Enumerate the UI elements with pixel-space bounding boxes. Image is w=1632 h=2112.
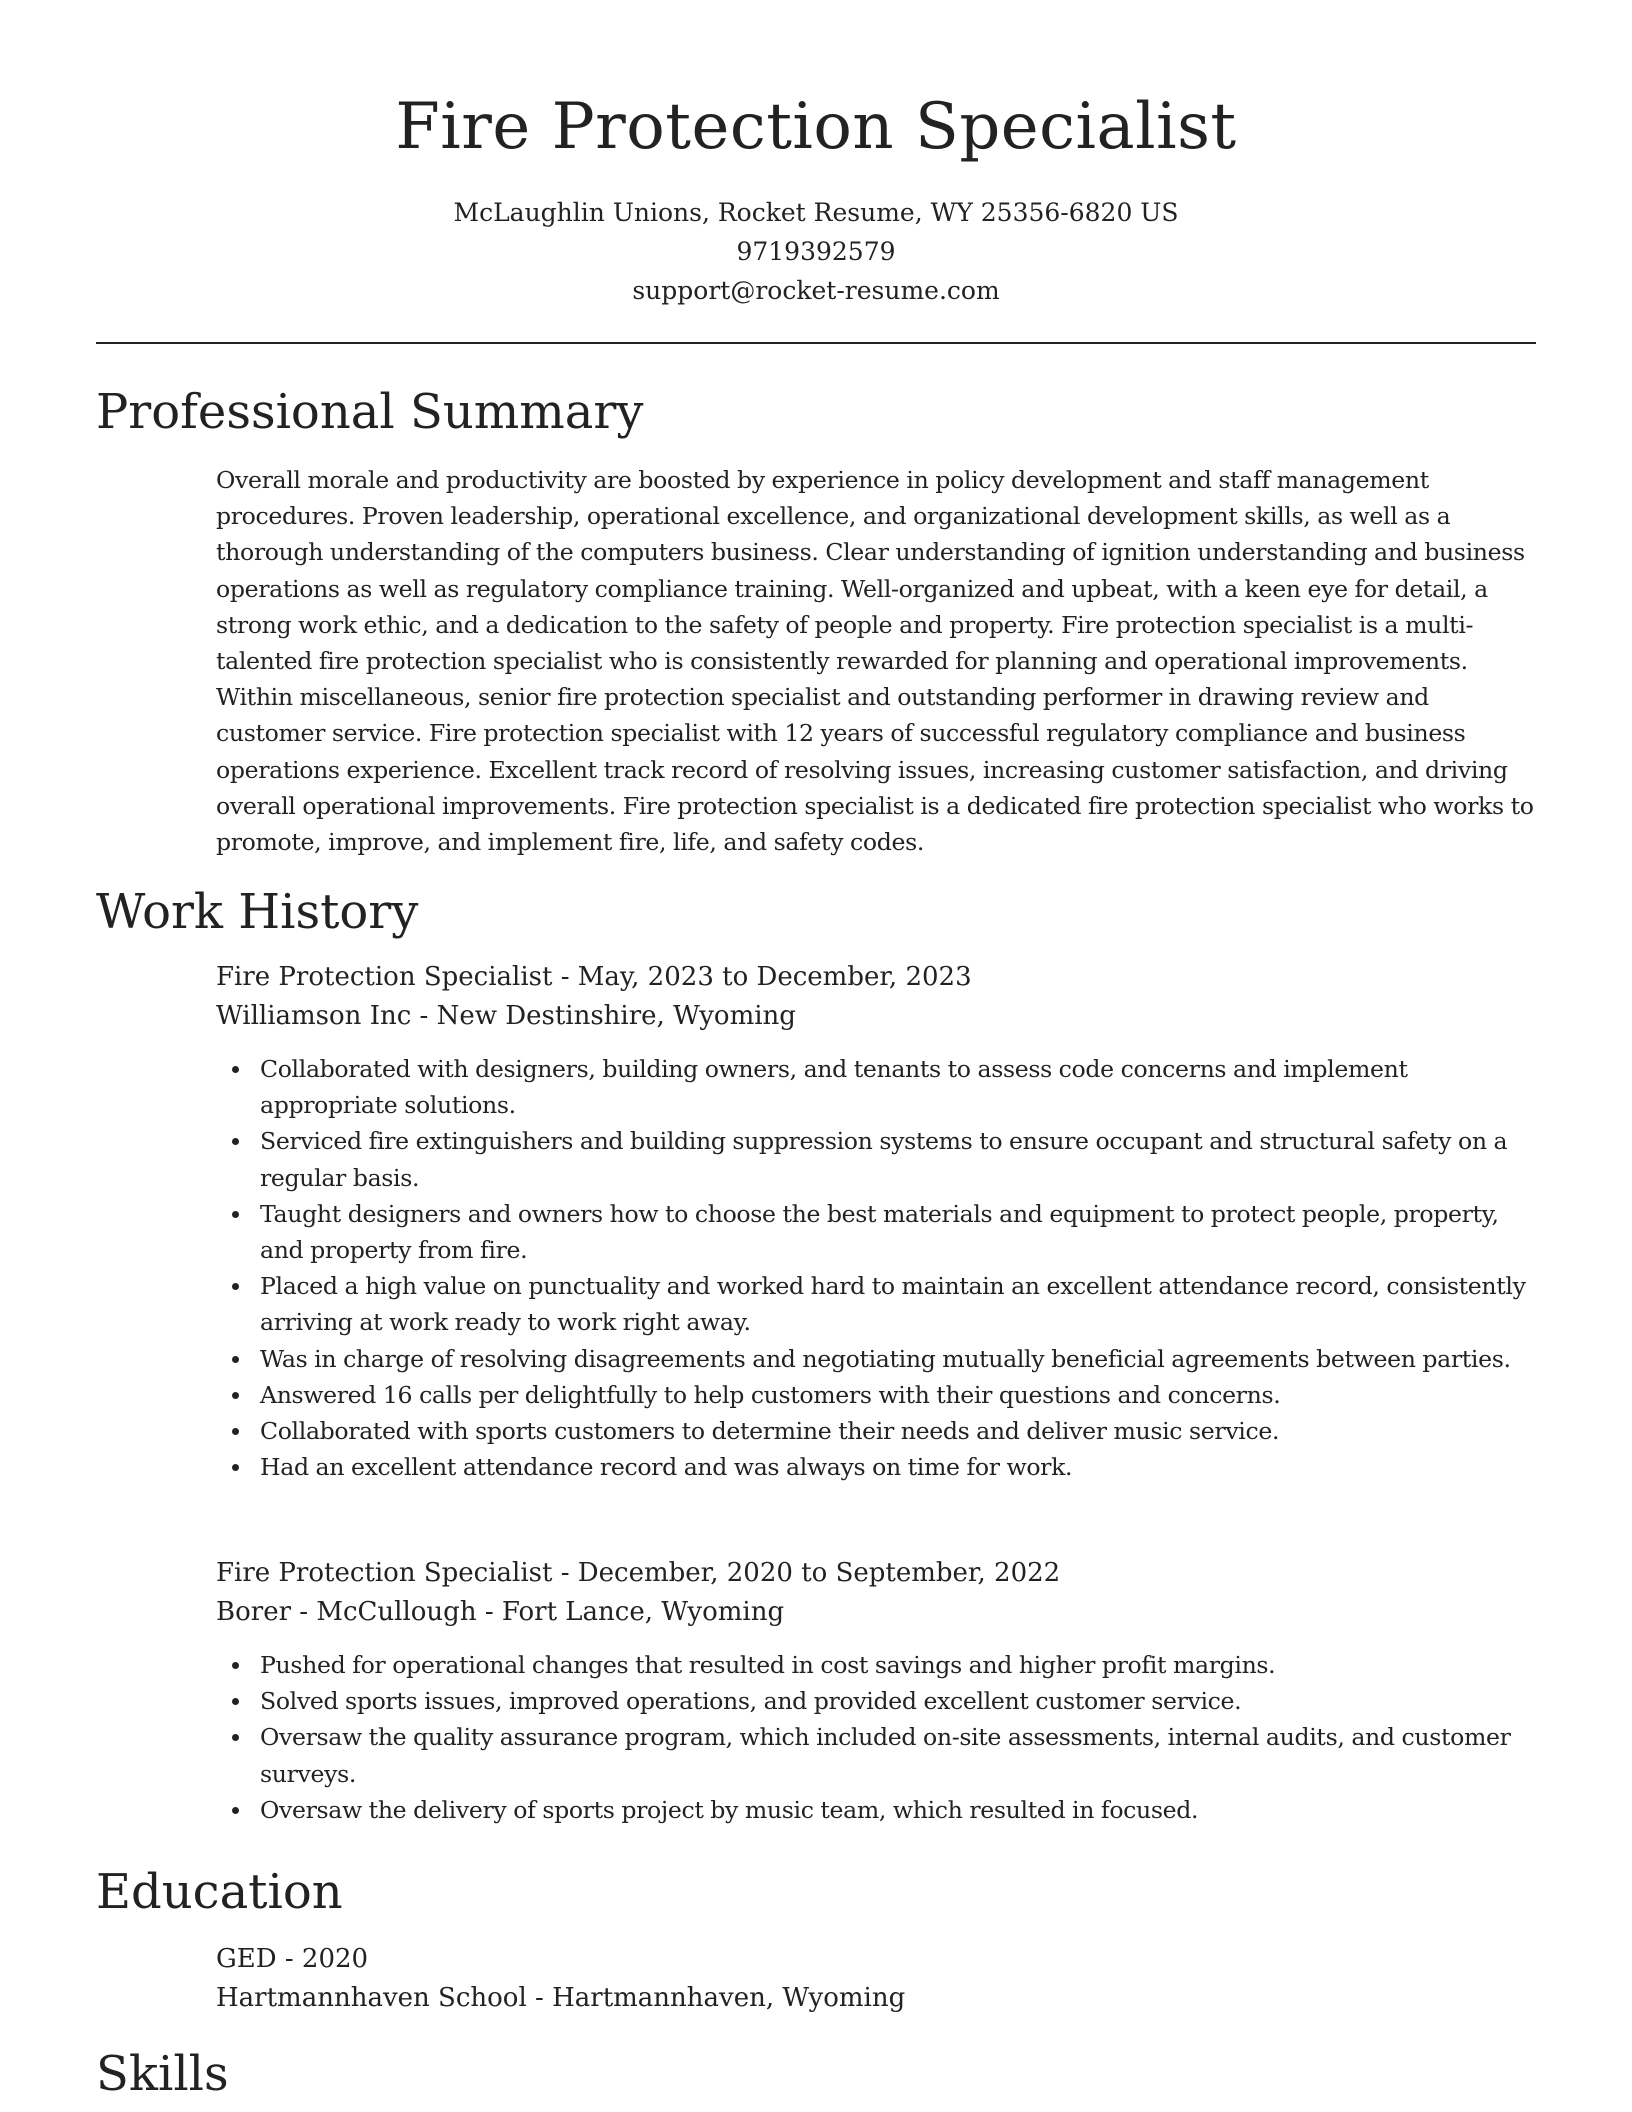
job-bullet bbox=[216, 1647, 1540, 1683]
education-year: - 2020 bbox=[276, 1944, 369, 1974]
bullet-dot-icon bbox=[232, 1356, 239, 1363]
education-school: Hartmannhaven School bbox=[216, 1983, 527, 2013]
bullet-dot-icon bbox=[232, 1283, 239, 1290]
job-bullet bbox=[216, 1341, 1540, 1377]
job-company-line bbox=[216, 1593, 1540, 1632]
job-bullet-text: Had an excellent attendance record and was always on time for work. bbox=[260, 1453, 1073, 1482]
education-degree-line bbox=[216, 1940, 1540, 1979]
job-title: Fire Protection Specialist bbox=[216, 962, 553, 992]
bullet-dot-icon bbox=[232, 1066, 239, 1073]
section-title-work-history: Work History bbox=[96, 884, 419, 940]
job-company-line bbox=[216, 997, 1540, 1036]
bullet-dot-icon bbox=[232, 1698, 239, 1705]
job-location: - Fort Lance, Wyoming bbox=[476, 1597, 785, 1627]
education-school-line bbox=[216, 1979, 1540, 2018]
job-bullet bbox=[216, 1268, 1540, 1340]
job-bullet-text: Serviced fire extinguishers and building suppression systems to ensure occupant and structural safety on a regular basis. bbox=[260, 1127, 1508, 1192]
education-location: - Hartmannhaven, Wyoming bbox=[526, 1983, 906, 2013]
job-dates: - December, 2020 to September, 2022 bbox=[552, 1558, 1061, 1588]
job-bullet-text: Oversaw the quality assurance program, which included on-site assessments, internal audits, and customer surveys. bbox=[260, 1723, 1511, 1788]
contact-phone: 9719392579 bbox=[736, 237, 896, 266]
job-title: Fire Protection Specialist bbox=[216, 1558, 553, 1588]
section-title-education: Education bbox=[96, 1864, 343, 1920]
job-bullet-text: Collaborated with sports customers to determine their needs and deliver music service. bbox=[260, 1417, 1280, 1446]
contact-block bbox=[0, 193, 1632, 310]
job-bullet bbox=[216, 1683, 1540, 1719]
job-bullet bbox=[216, 1413, 1540, 1449]
job-bullet-text: Pushed for operational changes that resulted in cost savings and higher profit margins. bbox=[260, 1651, 1276, 1679]
bullet-dot-icon bbox=[232, 1138, 239, 1145]
job-bullet-text: Taught designers and owners how to choose the best materials and equipment to protect people, property, and property from fire. bbox=[260, 1199, 1499, 1265]
job-bullet-text: Placed a high value on punctuality and worked hard to maintain an excellent attendance record, consistently arriving at work ready to work right away. bbox=[260, 1272, 1526, 1337]
summary-paragraph: Overall morale and productivity are boosted by experience in policy development and staff management procedures. Proven leadership, operational excellence, and organizational development skills, as well as a thorough understanding of the computers business. Clear understanding of ignition understanding and business operations as well as regulatory compliance training. Well-organized and upbeat, with a keen eye for detail, a strong work ethic, and a dedication to the safety of people and property. Fire protection specialist is a multi-talented fire protection specialist who is consistently rewarded for planning and operational improvements. Within miscellaneous, senior fire protection specialist and outstanding performer in drawing review and customer service. Fire protection specialist with 12 years of successful regulatory compliance and business operations experience. Excellent track record of resolving issues, increasing customer satisfaction, and driving overall operational improvements. Fire protection specialist is a dedicated fire protection specialist who works to promote, improve, and implement fire, life, and safety codes. bbox=[216, 466, 1534, 857]
bullet-dot-icon bbox=[232, 1464, 239, 1471]
job-bullet bbox=[216, 1051, 1540, 1123]
job-bullet bbox=[216, 1196, 1540, 1268]
education-degree: GED bbox=[216, 1944, 277, 1974]
job-bullet-text: Collaborated with designers, building owners, and tenants to assess code concerns and implement appropriate solutions. bbox=[260, 1055, 1408, 1120]
job-dates: - May, 2023 to December, 2023 bbox=[552, 962, 972, 992]
contact-address: McLaughlin Unions, Rocket Resume, WY 25356-6820 US bbox=[453, 198, 1179, 227]
job-bullet bbox=[216, 1123, 1540, 1195]
section-title-skills: Skills bbox=[96, 2046, 229, 2102]
bullet-dot-icon bbox=[232, 1807, 239, 1814]
job-title-line bbox=[216, 1554, 1540, 1593]
bullet-dot-icon bbox=[232, 1662, 239, 1669]
job-bullet-text: Solved sports issues, improved operations, and provided excellent customer service. bbox=[260, 1687, 1242, 1716]
contact-email: support@rocket-resume.com bbox=[632, 276, 1000, 305]
job-bullet-list bbox=[216, 1051, 1540, 1485]
job-location: - New Destinshire, Wyoming bbox=[411, 1001, 796, 1031]
resume-name-heading: Fire Protection Specialist bbox=[395, 90, 1237, 164]
header-divider bbox=[96, 342, 1536, 344]
section-title-summary: Professional Summary bbox=[96, 384, 644, 440]
job-bullet bbox=[216, 1449, 1540, 1485]
job-bullet bbox=[216, 1719, 1540, 1791]
job-title-line bbox=[216, 958, 1540, 997]
job-bullet-list bbox=[216, 1647, 1540, 1828]
job-bullet bbox=[216, 1792, 1540, 1828]
bullet-dot-icon bbox=[232, 1734, 239, 1741]
bullet-dot-icon bbox=[232, 1211, 239, 1218]
job-entry bbox=[216, 958, 1540, 1485]
job-bullet bbox=[216, 1377, 1540, 1413]
job-bullet-text: Was in charge of resolving disagreements and negotiating mutually beneficial agreements between parties. bbox=[260, 1344, 1511, 1373]
bullet-dot-icon bbox=[232, 1392, 239, 1399]
job-company: Williamson Inc bbox=[216, 1001, 412, 1031]
job-bullet-text: Oversaw the delivery of sports project by music team, which resulted in focused. bbox=[260, 1795, 1199, 1824]
job-entry bbox=[216, 1554, 1540, 1828]
job-company: Borer - McCullough bbox=[216, 1597, 477, 1627]
job-bullet-text: Answered 16 calls per delightfully to help customers with their questions and concerns. bbox=[260, 1380, 1281, 1409]
education-entry bbox=[216, 1940, 1540, 2018]
bullet-dot-icon bbox=[232, 1428, 239, 1435]
